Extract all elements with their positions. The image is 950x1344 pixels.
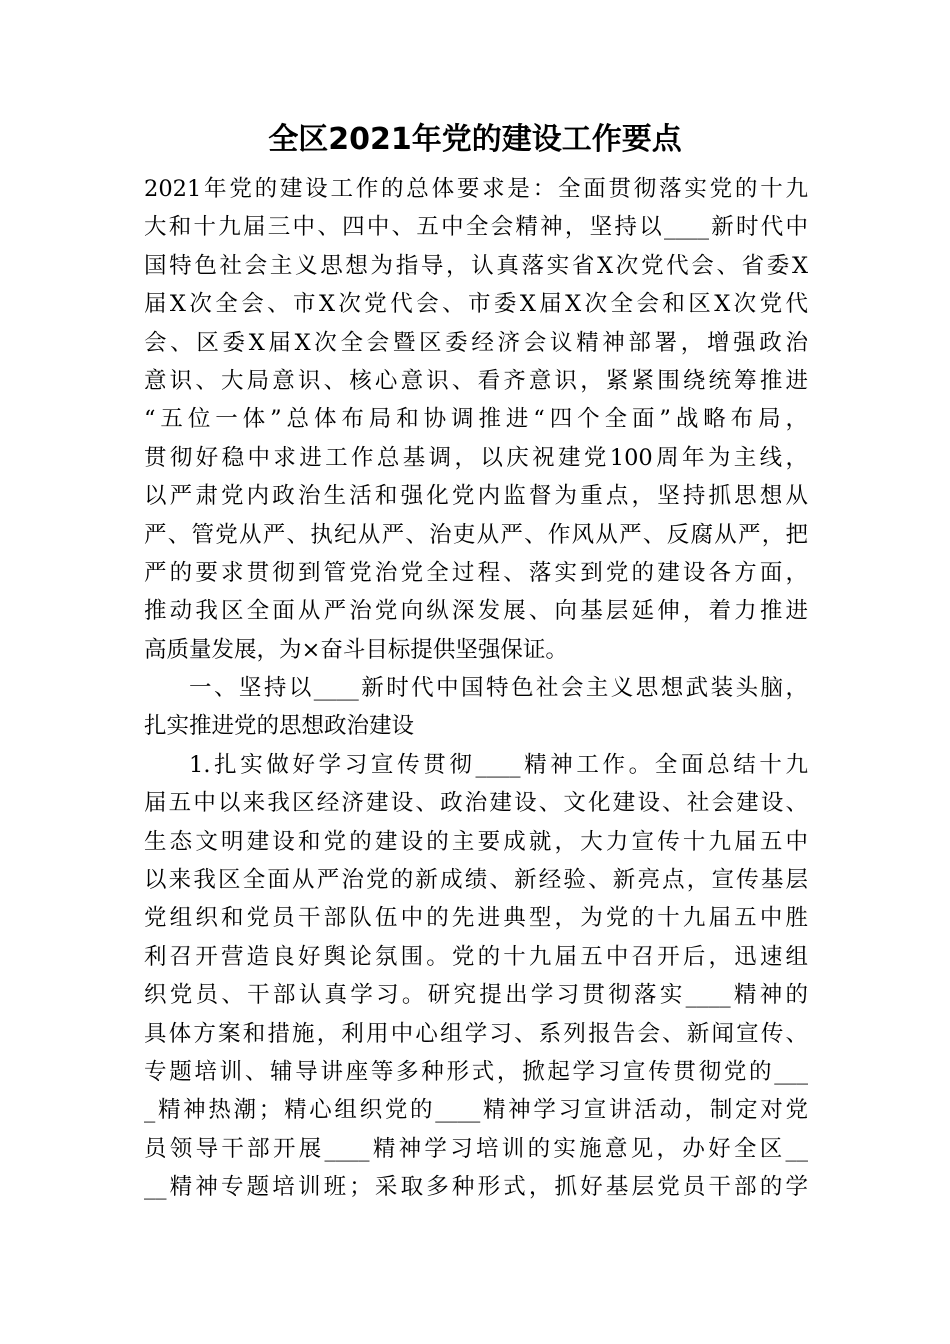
body-text-line: 贯彻好稳中求进工作总基调，以庆祝建党100周年为主线， xyxy=(144,444,808,471)
body-text-line: 2021年党的建设工作的总体要求是：全面贯彻落实党的十九 xyxy=(144,176,808,202)
document-body xyxy=(144,170,808,1207)
body-text-line: 织党员、干部认真学习。研究提出学习贯彻落实____精神的 xyxy=(144,982,808,1009)
body-text-line: 专题培训、辅导讲座等多种形式，掀起学习宣传贯彻党的___ xyxy=(144,1058,808,1085)
document-title: 全区2021年党的建设工作要点 xyxy=(268,122,682,157)
body-text-line: 大和十九届三中、四中、五中全会精神，坚持以____新时代中 xyxy=(144,214,808,241)
body-text-line: 扎实推进党的思想政治建设 xyxy=(144,713,415,740)
body-text-line: 一、坚持以____新时代中国特色社会主义思想武装头脑， xyxy=(189,675,808,702)
body-text-line: 国特色社会主义思想为指导，认真落实省X次党代会、省委X xyxy=(144,252,808,279)
body-text-line: 以严肃党内政治生活和强化党内监督为重点，坚持抓思想从 xyxy=(144,483,808,510)
body-text-line: 高质量发展，为×奋斗目标提供坚强保证。 xyxy=(144,636,568,663)
body-text-line: 以来我区全面从严治党的新成绩、新经验、新亮点，宣传基层 xyxy=(144,867,808,894)
body-text-line: 会、区委X届X次全会暨区委经济会议精神部署，增强政治 xyxy=(144,329,808,356)
body-text-line: 党组织和党员干部队伍中的先进典型，为党的十九届五中胜 xyxy=(144,905,808,932)
body-text-line: 推动我区全面从严治党向纵深发展、向基层延伸，着力推进 xyxy=(144,598,808,625)
body-text-line: __精神专题培训班；采取多种形式，抓好基层党员干部的学 xyxy=(144,1174,808,1201)
body-text-line: 具体方案和措施，利用中心组学习、系列报告会、新闻宣传、 xyxy=(144,1020,808,1047)
body-text-line: 届五中以来我区经济建设、政治建设、文化建设、社会建设、 xyxy=(144,790,808,817)
body-text-line: 利召开营造良好舆论氛围。党的十九届五中召开后，迅速组 xyxy=(144,943,808,970)
body-text-line: 严的要求贯彻到管党治党全过程、落实到党的建设各方面， xyxy=(144,559,808,586)
body-text-line: 生态文明建设和党的建设的主要成就，大力宣传十九届五中 xyxy=(144,828,808,855)
body-text-line: 员领导干部开展____精神学习培训的实施意见，办好全区__ xyxy=(144,1135,808,1162)
body-text-line: 届X次全会、市X次党代会、市委X届X次全会和区X次党代 xyxy=(144,291,808,318)
body-text-line: 1.扎实做好学习宣传贯彻____精神工作。全面总结十九 xyxy=(189,751,808,778)
body-text-line: “五位一体”总体布局和协调推进“四个全面”战略布局， xyxy=(144,406,808,433)
body-text-line: 意识、大局意识、核心意识、看齐意识，紧紧围绕统筹推进 xyxy=(144,367,808,394)
body-text-line: 严、管党从严、执纪从严、治吏从严、作风从严、反腐从严，把 xyxy=(144,521,808,548)
body-text-line: _精神热潮；精心组织党的____精神学习宣讲活动，制定对党 xyxy=(144,1097,808,1124)
